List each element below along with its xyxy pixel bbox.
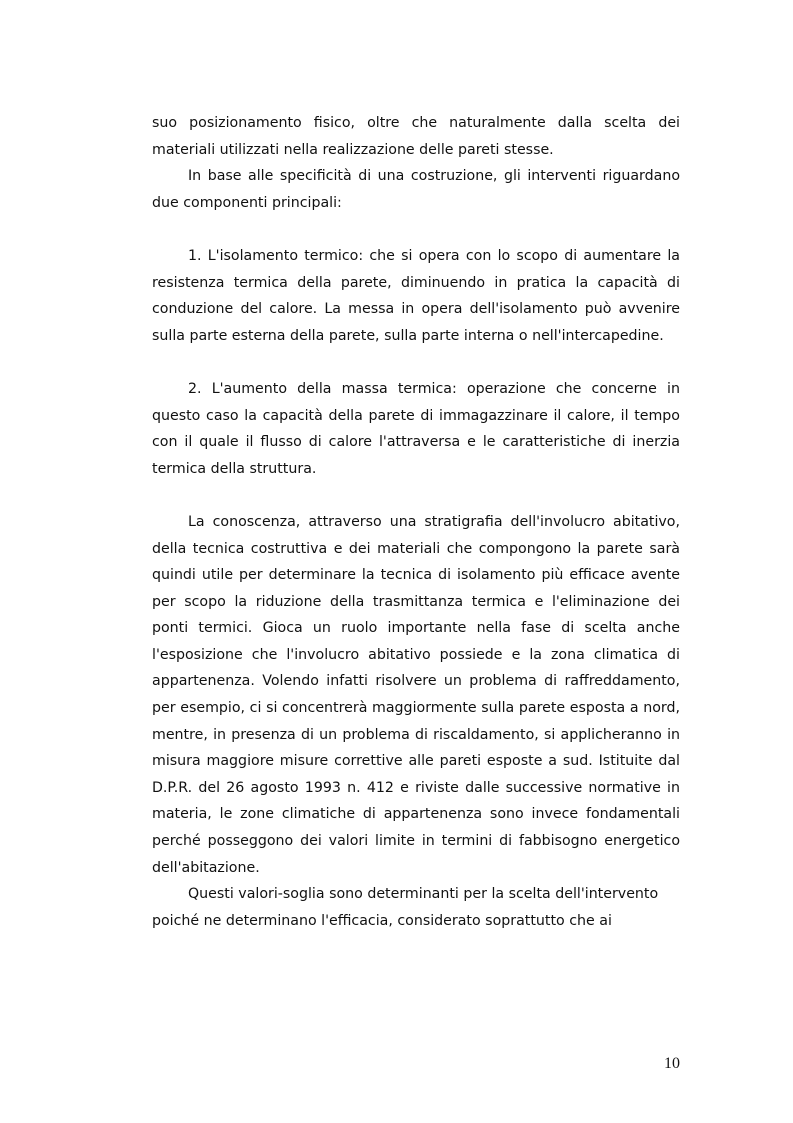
paragraph-thermal-insulation: 1. L'isolamento termico: che si opera con lo scopo di aumentare la resistenza termica della parete, diminuendo in pratica la capacità di conduzione del calore. La messa in opera dell'isolamento può avvenire sulla parte esterna della parete, sulla parte interna o nell'intercapedine. <box>152 247 680 344</box>
paragraph-stratigraphy: La conoscenza, attraverso una stratigrafia dell'involucro abitativo, della tecnica costruttiva e dei materiali che compongono la parete sarà quindi utile per determinare la tecnica di isolamento più efficace avente per scopo la riduzione della trasmittanza termica e l'eliminazione dei ponti termici. Gioca un ruolo importante nella fase di scelta anche l'esposizione che l'involucro abitativo possiede e la zona climatica di appartenenza. Volendo infatti risolvere un problema di raffreddamento, per esempio, ci si concentrerà maggiormente sulla parete esposta a nord, mentre, in presenza di un problema di riscaldamento, si applicheranno in misura maggiore misure correttive alle pareti esposte a sud. Istituite dal D.P.R. del 26 agosto 1993 n. 412 e riviste dalle successive normative in materia, le zone climatiche di appartenenza sono invece fondamentali perché posseggono dei valori limite in termini di fabbisogno energetico dell'abitazione. <box>152 513 680 876</box>
paragraph-interventions: In base alle specificità di una costruzione, gli interventi riguardano due componenti principali: <box>152 168 680 211</box>
body-text <box>152 110 680 934</box>
paragraph-continuation: suo posizionamento fisico, oltre che naturalmente dalla scelta dei materiali utilizzati nella realizzazione delle pareti stesse. <box>152 115 680 158</box>
paragraph-threshold-values: Questi valori-soglia sono determinanti per la scelta dell'intervento poiché ne determinano l'efficacia, considerato soprattutto che ai <box>152 886 659 929</box>
paragraph-thermal-mass: 2. L'aumento della massa termica: operazione che concerne in questo caso la capacità della parete di immagazzinare il calore, il tempo con il quale il flusso di calore l'attraversa e le caratteristiche di inerzia termica della struttura. <box>152 380 680 477</box>
page-number: 10 <box>664 1055 680 1072</box>
